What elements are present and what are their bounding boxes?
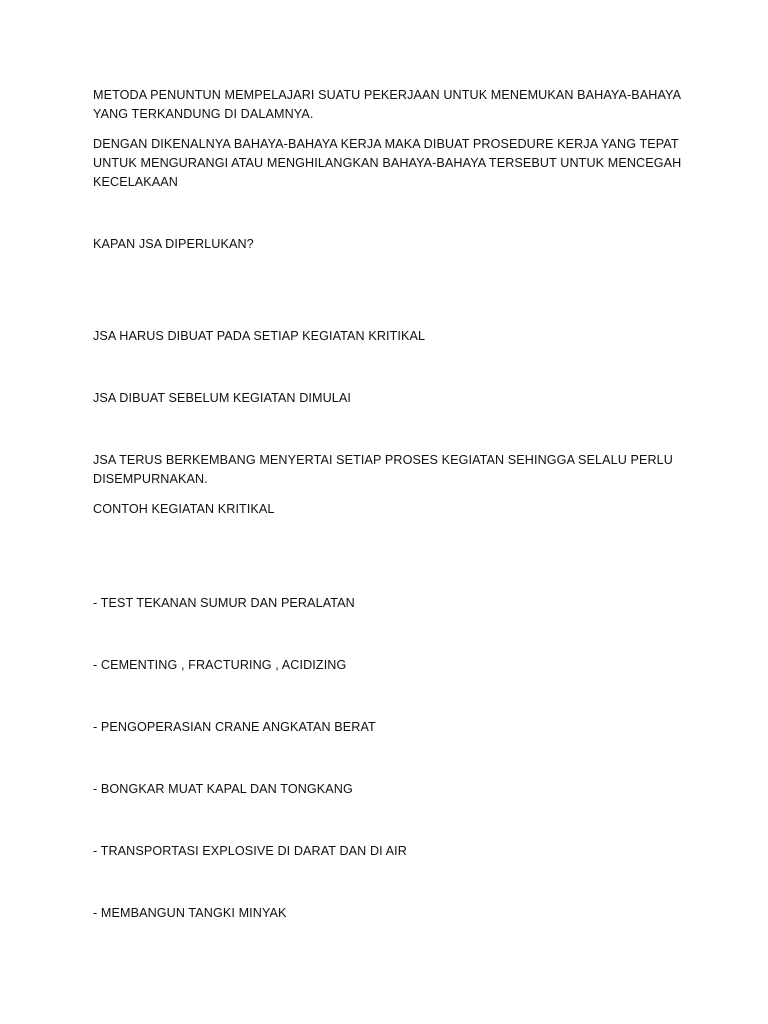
intro-line-1: METODA PENUNTUN MEMPELAJARI SUATU PEKERJAAN UNTUK MENEMUKAN BAHAYA-BAHAYA (93, 88, 682, 102)
jsa-point-2: JSA DIBUAT SEBELUM KEGIATAN DIMULAI (93, 391, 351, 405)
examples-heading: CONTOH KEGIATAN KRITIKAL (93, 502, 275, 516)
paragraph-2-line-2: UNTUK MENGURANGI ATAU MENGHILANGKAN BAHAYA-BAHAYA TERSEBUT UNTUK MENCEGAH (93, 156, 682, 170)
paragraph-2-line-3: KECELAKAAN (93, 175, 178, 189)
question-heading: KAPAN JSA DIPERLUKAN? (93, 237, 254, 251)
list-item: - TRANSPORTASI EXPLOSIVE DI DARAT DAN DI AIR (93, 844, 407, 858)
list-item: - BONGKAR MUAT KAPAL DAN TONGKANG (93, 782, 353, 796)
jsa-point-1: JSA HARUS DIBUAT PADA SETIAP KEGIATAN KRITIKAL (93, 329, 426, 343)
paragraph-2-line-1: DENGAN DIKENALNYA BAHAYA-BAHAYA KERJA MAKA DIBUAT PROSEDURE KERJA YANG TEPAT (93, 137, 679, 151)
jsa-point-3-line-2: DISEMPURNAKAN. (93, 472, 208, 486)
jsa-point-3-line-1: JSA TERUS BERKEMBANG MENYERTAI SETIAP PROSES KEGIATAN SEHINGGA SELALU PERLU (93, 453, 673, 467)
intro-line-2: YANG TERKANDUNG DI DALAMNYA. (93, 107, 314, 121)
list-item: - CEMENTING , FRACTURING , ACIDIZING (93, 658, 347, 672)
list-item: - TEST TEKANAN SUMUR DAN PERALATAN (93, 596, 355, 610)
list-item: - PENGOPERASIAN CRANE ANGKATAN BERAT (93, 720, 376, 734)
list-item: - MEMBANGUN TANGKI MINYAK (93, 906, 287, 920)
